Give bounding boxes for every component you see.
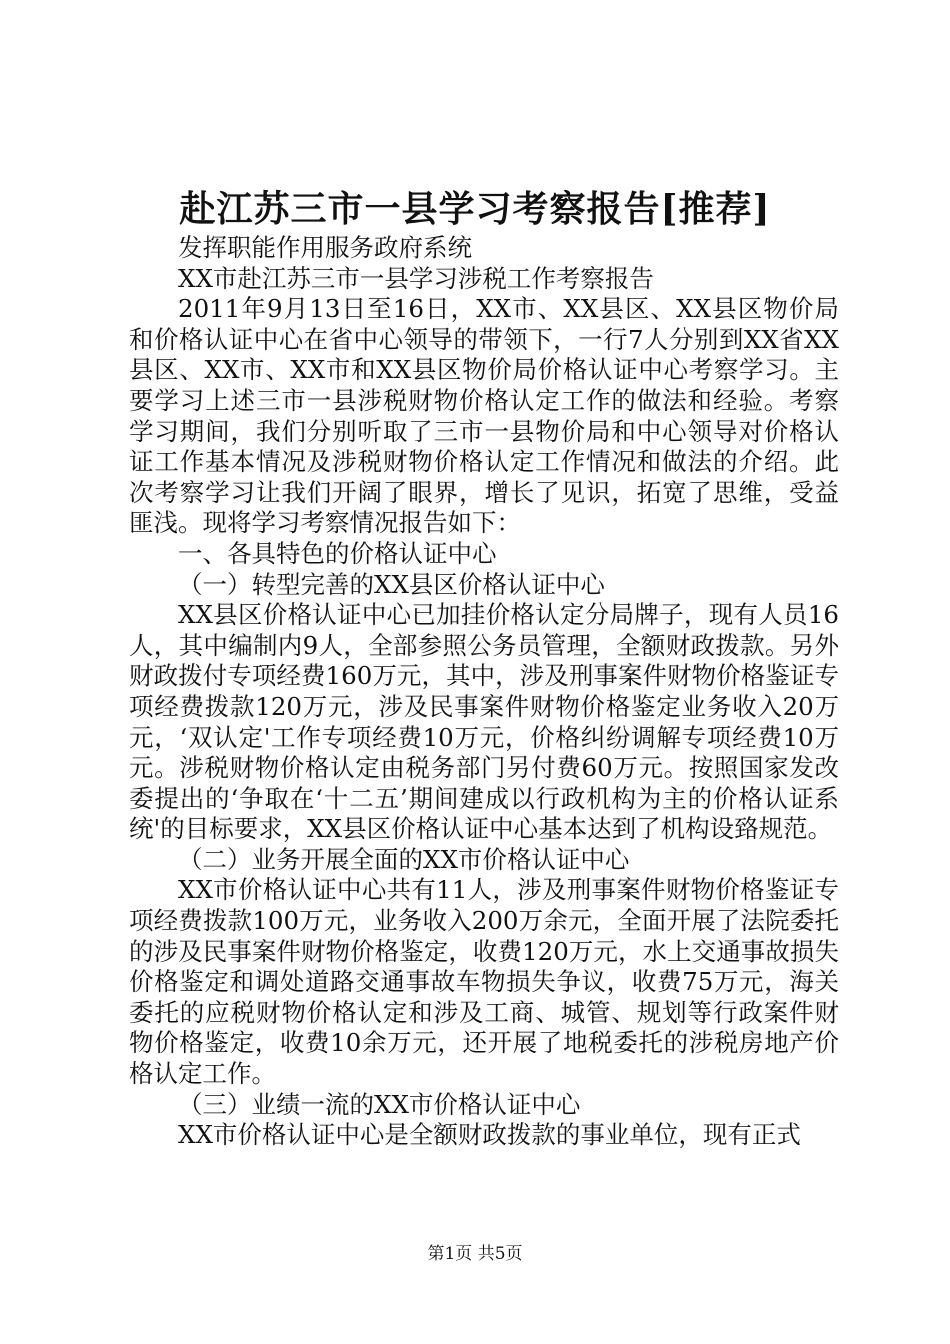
document-title: 赴江苏三市一县学习考察报告[推荐] [179, 188, 771, 230]
paragraph: 2011年9月13日至16日，XX市、XX县区、XX县区物价局和价格认证中心在省中心领导的带领下，一行7人分别到XX省XX县区、XX市、XX市和XX县区物价局价格认证中心考察学习。主要学习上述三市一县涉税财物价格认定工作的做法和经验。考察学习期间，我们分别听取了三市一县物价局和中心领导对价格认证工作基本情况及涉税财物价格认定工作情况和做法的介绍。此次考察学习让我们开阔了眼界，增长了见识，拓宽了思维，受益匪浅。现将学习考察情况报告如下： [129, 294, 839, 538]
paragraph: XX县区价格认证中心已加挂价格认定分局牌子，现有人员16人，其中编制内9人，全部参照公务员管理，全额财政拨款。另外财政拨付专项经费160万元，其中，涉及刑事案件财物价格鉴证专项经费拨款120万元，涉及民事案件财物价格鉴定业务收入20万元，‘双认定'工作专项经费10万元，价格纠纷调解专项经费10万元。涉税财物价格认定由税务部门另付费60万元。按照国家发改委提出的‘争取在‘十二五’期间建成以行政机构为主的价格认证系统'的目标要求，XX县区价格认证中心基本达到了机构设臵规范。 [129, 600, 839, 844]
document-body [129, 233, 839, 1151]
section-heading: 一、各具特色的价格认证中心 [178, 538, 497, 568]
page-number: 第1页 共5页 [427, 1244, 523, 1264]
paragraph: 发挥职能作用服务政府系统 [178, 233, 472, 262]
subsection-heading: （三）业绩一流的XX市价格认证中心 [178, 1089, 581, 1119]
subsection-heading: （一）转型完善的XX县区价格认证中心 [178, 569, 605, 599]
paragraph: XX市赴江苏三市一县学习涉税工作考察报告 [178, 263, 654, 293]
paragraph: XX市价格认证中心是全额财政拨款的事业单位，现有正式 [178, 1120, 801, 1150]
subsection-heading: （二）业务开展全面的XX市价格认证中心 [178, 844, 630, 874]
paragraph: XX市价格认证中心共有11人，涉及刑事案件财物价格鉴证专项经费拨款100万元，业务收入200万余元，全面开展了法院委托的涉及民事案件财物价格鉴定，收费120万元，水上交通事故损失价格鉴定和调处道路交通事故车物损失争议，收费75万元，海关委托的应税财物价格认定和涉及工商、城管、规划等行政案件财物价格鉴定，收费10余万元，还开展了地税委托的涉税房地产价格认定工作。 [129, 875, 839, 1089]
